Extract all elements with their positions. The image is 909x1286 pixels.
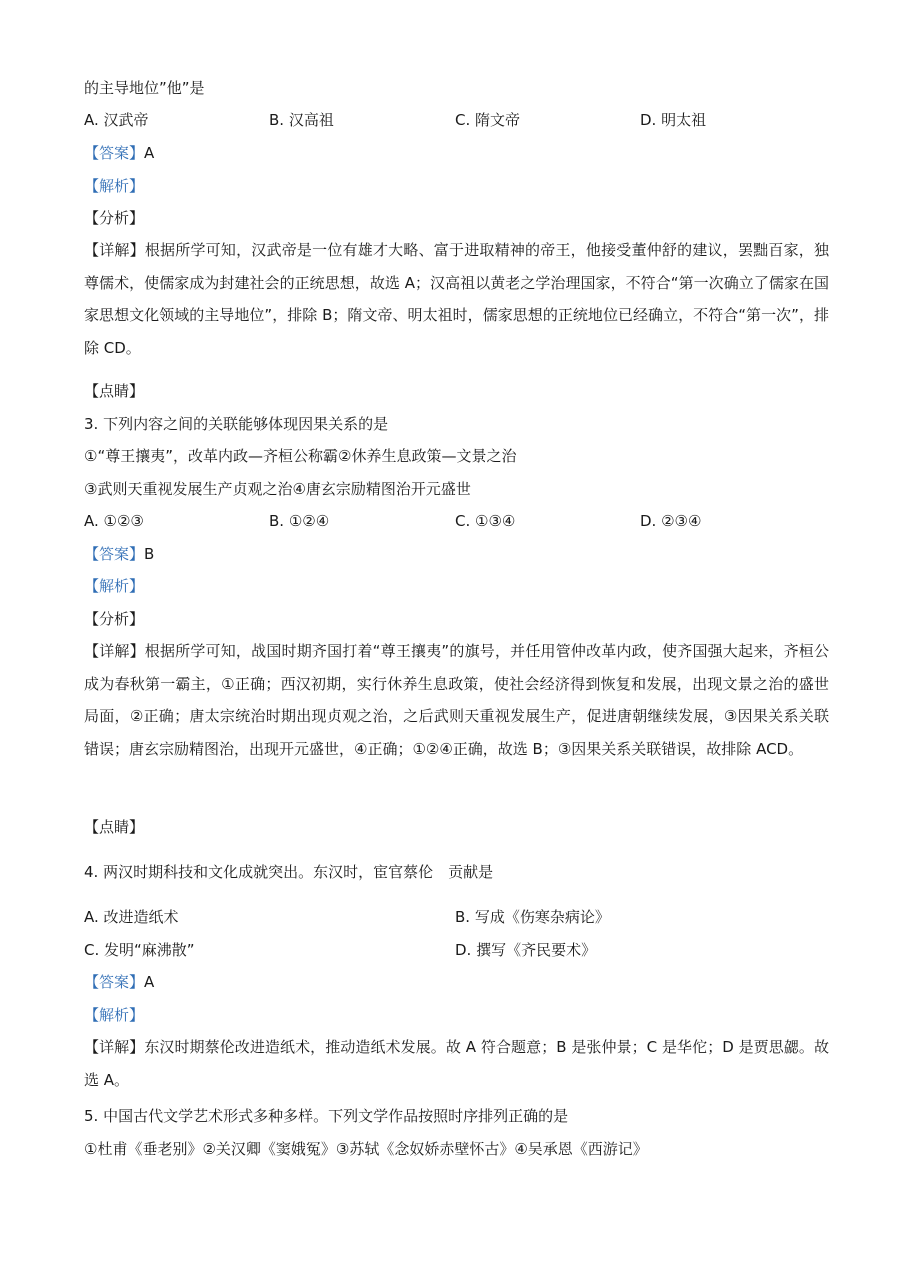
q3-option-d: D. ②③④ [640, 512, 702, 530]
q3-stem: 3. 下列内容之间的关联能够体现因果关系的是 [84, 415, 389, 433]
q5-stem: 5. 中国古代文学艺术形式多种多样。下列文学作品按照时序排列正确的是 [84, 1107, 569, 1125]
answer-tag: 【答案】 [84, 973, 145, 991]
q2-answer [84, 143, 154, 163]
q3-analysis-tag: 【解析】 [84, 577, 145, 595]
q2-option-a: A. 汉武帝 [84, 111, 149, 129]
q3-answer [84, 544, 154, 564]
q3-dianjing-tag: 【点睛】 [84, 818, 145, 836]
q3-fenxi-tag: 【分析】 [84, 610, 145, 628]
q2-option-d: D. 明太祖 [640, 111, 707, 129]
detail-tag: 【详解】 [84, 241, 145, 259]
q3-option-b: B. ①②④ [269, 512, 330, 530]
q4-analysis-tag: 【解析】 [84, 1006, 145, 1024]
q2-option-b: B. 汉高祖 [269, 111, 334, 129]
detail-text: 根据所学可知，战国时期齐国打着“尊王攘夷”的旗号，并任用管仲改革内政，使齐国强大起来，齐桓公成为春秋第一霸主，①正确；西汉初期，实行休养生息政策，使社会经济得到恢复和发展，出现文景之治的盛世局面，②正确；唐太宗统治时期出现贞观之治，之后武则天重视发展生产，促进唐朝继续发展，③因果关系关联错误；唐玄宗励精图治，出现开元盛世，④正确；①②④正确，故选 B；③因果关系关联错误，故排除 ACD。 [84, 642, 829, 758]
detail-tag: 【详解】 [84, 1038, 145, 1056]
detail-text: 东汉时期蔡伦改进造纸术，推动造纸术发展。故 A 符合题意；B 是张仲景；C 是华佗；D 是贾思勰。故选 A。 [84, 1038, 829, 1089]
q4-stem: 4. 两汉时期科技和文化成就突出。东汉时，宦官蔡伦 贡献是 [84, 863, 494, 881]
q4-option-c: C. 发明“麻沸散” [84, 941, 195, 959]
q2-dianjing-tag: 【点睛】 [84, 382, 145, 400]
answer-tag: 【答案】 [84, 545, 145, 563]
answer-value: A [144, 144, 155, 162]
q4-detail [84, 1031, 829, 1096]
q4-option-b: B. 写成《伤寒杂病论》 [455, 908, 610, 926]
q2-analysis-tag: 【解析】 [84, 177, 145, 195]
q2-fenxi-tag: 【分析】 [84, 209, 145, 227]
q5-item-line-1: ①杜甫《垂老别》②关汉卿《窦娥冤》③苏轼《念奴娇赤壁怀古》④吴承恩《西游记》 [84, 1140, 648, 1158]
q3-item-line-1: ①“尊王攘夷”，改革内政—齐桓公称霸②休养生息政策—文景之治 [84, 447, 517, 465]
q3-option-c: C. ①③④ [455, 512, 516, 530]
q4-option-d: D. 撰写《齐民要术》 [455, 941, 597, 959]
answer-value: B [144, 545, 155, 563]
q2-option-c: C. 隋文帝 [455, 111, 521, 129]
q3-option-a: A. ①②③ [84, 512, 144, 530]
q4-option-a: A. 改进造纸术 [84, 908, 179, 926]
answer-tag: 【答案】 [84, 144, 145, 162]
q4-answer [84, 972, 154, 992]
detail-text: 根据所学可知，汉武帝是一位有雄才大略、富于进取精神的帝王，他接受董仲舒的建议，罢黜百家，独尊儒术，使儒家成为封建社会的正统思想，故选 A；汉高祖以黄老之学治理国家，不符合“第一次确立了儒家在国家思想文化领域的主导地位”，排除 B；隋文帝、明太祖时，儒家思想的正统地位已经确立，不符合“第一次”，排除 CD。 [84, 241, 829, 357]
answer-value: A [144, 973, 155, 991]
q2-stem-tail: 的主导地位”他”是 [84, 79, 205, 97]
q3-detail [84, 635, 829, 765]
q2-detail [84, 234, 829, 364]
detail-tag: 【详解】 [84, 642, 145, 660]
q3-item-line-2: ③武则天重视发展生产贞观之治④唐玄宗励精图治开元盛世 [84, 480, 471, 498]
